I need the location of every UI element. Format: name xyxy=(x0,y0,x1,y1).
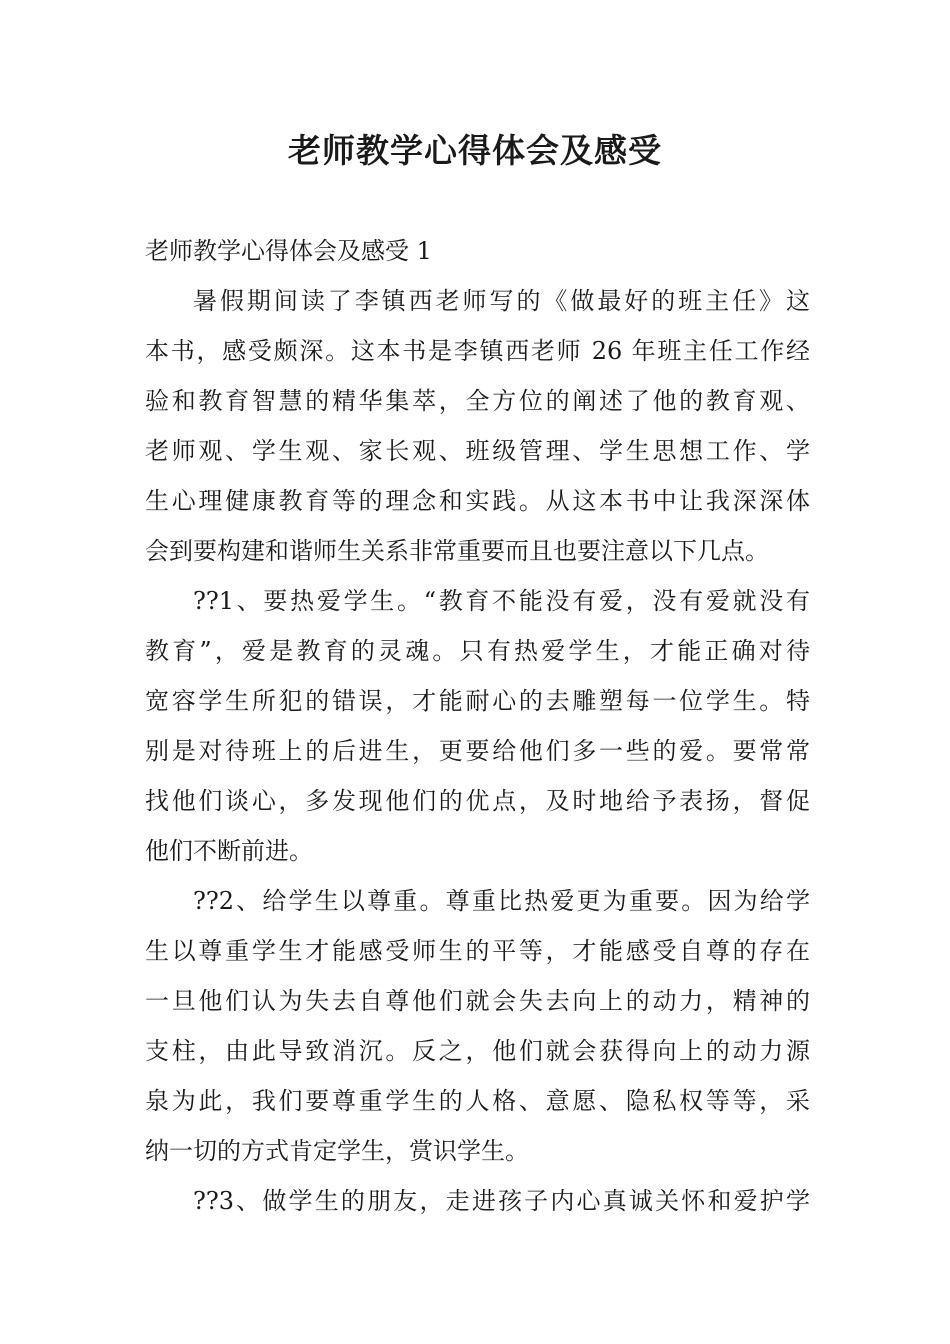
paragraph-line: 会到要构建和谐师生关系非常重要而且也要注意以下几点。 xyxy=(145,537,769,565)
paragraph-line: 纳一切的方式肯定学生，赏识学生。 xyxy=(145,1137,529,1165)
paragraph-line: ??2、给学生以尊重。尊重比热爱更为重要。因为给学 xyxy=(193,887,810,915)
paragraph-line: 一旦他们认为失去自尊他们就会失去向上的动力，精神的 xyxy=(145,987,810,1015)
paragraph-line: 宽容学生所犯的错误，才能耐心的去雕塑每一位学生。特 xyxy=(145,687,810,715)
section-subtitle: 老师教学心得体会及感受 1 xyxy=(145,237,432,265)
body-paragraph xyxy=(145,876,810,1176)
paragraph-line: 验和教育智慧的精华集萃，全方位的阐述了他的教育观、 xyxy=(145,387,810,415)
document-body xyxy=(145,226,810,1226)
body-paragraph xyxy=(145,576,810,876)
paragraph-line: 老师观、学生观、家长观、班级管理、学生思想工作、学 xyxy=(145,437,810,465)
paragraph-line: 暑假期间读了李镇西老师写的《做最好的班主任》这 xyxy=(193,287,810,315)
paragraph-line: 找他们谈心，多发现他们的优点，及时地给予表扬，督促 xyxy=(145,787,810,815)
paragraph-list xyxy=(145,276,810,1226)
paragraph-line: 支柱，由此导致消沉。反之，他们就会获得向上的动力源 xyxy=(145,1037,810,1065)
paragraph-line: ??3、做学生的朋友，走进孩子内心真诚关怀和爱护学 xyxy=(193,1187,810,1215)
paragraph-line: 别是对待班上的后进生，更要给他们多一些的爱。要常常 xyxy=(145,737,810,765)
paragraph-line: 本书，感受颇深。这本书是李镇西老师 26 年班主任工作经 xyxy=(145,337,810,365)
document-title: 老师教学心得体会及感受 xyxy=(288,131,662,170)
body-paragraph xyxy=(145,1176,810,1226)
paragraph-line: 教育”，爱是教育的灵魂。只有热爱学生，才能正确对待 xyxy=(145,637,810,665)
paragraph-line: 泉为此，我们要尊重学生的人格、意愿、隐私权等等，采 xyxy=(145,1087,810,1115)
body-paragraph xyxy=(145,276,810,576)
paragraph-line: 生心理健康教育等的理念和实践。从这本书中让我深深体 xyxy=(145,487,810,515)
paragraph-line: 生以尊重学生才能感受师生的平等，才能感受自尊的存在 xyxy=(145,937,810,965)
paragraph-line: ??1、要热爱学生。“教育不能没有爱，没有爱就没有 xyxy=(193,587,810,615)
paragraph-line: 他们不断前进。 xyxy=(145,837,313,865)
